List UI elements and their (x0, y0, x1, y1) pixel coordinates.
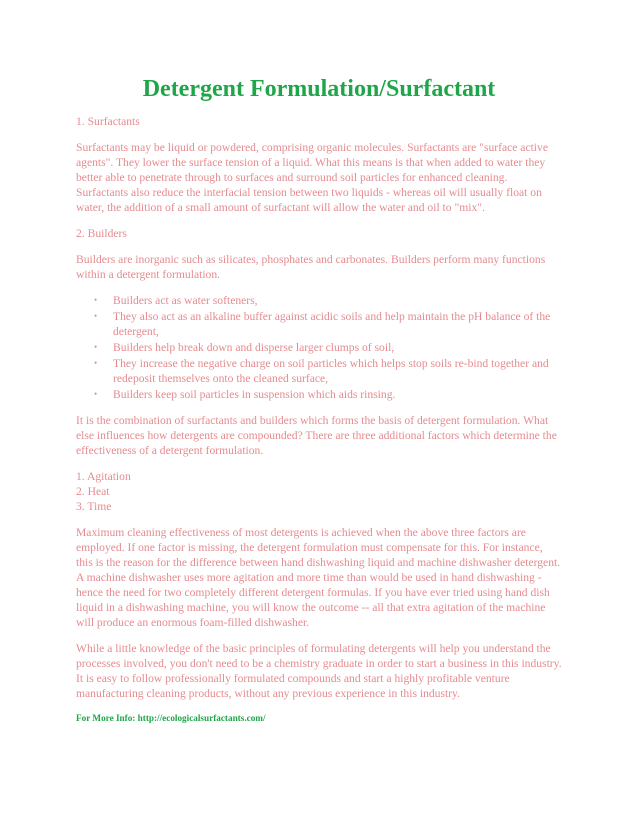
bullet-icon: • (94, 311, 98, 321)
section-heading-builders: 2. Builders (76, 227, 127, 240)
list-item-text: Builders help break down and disperse larger clumps of soil, (113, 341, 395, 354)
bullet-icon: • (94, 295, 98, 305)
factor-item: 3. Time (76, 500, 112, 513)
closing-paragraph: While a little knowledge of the basic principles of formulating detergents will help you understand the processes involved, you don't need to be a chemistry graduate in order to start a business in this industry. It is easy to follow professionally formulated compounds and start a highly profitable venture manufacturing cleaning products, without any previous experience in this industry. (76, 642, 562, 700)
factor-item: 1. Agitation (76, 470, 131, 483)
document-page (76, 74, 562, 725)
list-item-text: Builders act as water softeners, (113, 294, 258, 307)
list-item (94, 387, 562, 402)
list-item (94, 340, 562, 355)
list-item-text: Builders keep soil particles in suspension which aids rinsing. (113, 388, 396, 401)
list-item (94, 356, 562, 386)
list-item (94, 293, 562, 308)
list-item (94, 309, 562, 339)
bullet-icon: • (94, 358, 98, 368)
section-heading-surfactants: 1. Surfactants (76, 115, 140, 128)
bullet-icon: • (94, 389, 98, 399)
builders-bullet-list (76, 293, 562, 402)
document-title: Detergent Formulation/Surfactant (142, 76, 496, 102)
list-item-text: They increase the negative charge on soil particles which helps stop soils re-bind together and redeposit themselves onto the cleaned surface, (113, 357, 549, 385)
surfactants-paragraph: Surfactants may be liquid or powdered, comprising organic molecules. Surfactants are "surface active agents". They lower the surface tension of a liquid. What this means is that when added to water they better able to penetrate through to surfaces and surround soil particles for enhanced cleaning. Surfactants also reduce the interfacial tension between two liquids - whereas oil will usually float on water, the addition of a small amount of surfactant will allow the water and oil to "mix". (76, 141, 548, 214)
factors-list (76, 469, 562, 514)
effectiveness-paragraph: Maximum cleaning effectiveness of most detergents is achieved when the above three factors are employed. If one factor is missing, the detergent formulation must compensate for this. For instance, this is the reason for the difference between hand dishwashing liquid and machine dishwasher detergent. A machine dishwasher uses more agitation and more time than would be used in hand dishwashing - hence the need for two completely different detergent formulas. If you have ever tried using hand dish liquid in a dishwashing machine, you will know the outcome -- all that extra agitation of the machine will produce an enormous foam-filled dishwasher. (76, 526, 561, 629)
more-info-link[interactable]: For More Info: http://ecologicalsurfactants.com/ (76, 713, 266, 723)
builders-paragraph: Builders are inorganic such as silicates, phosphates and carbonates. Builders perform many functions within a detergent formulation. (76, 253, 546, 281)
bullet-icon: • (94, 342, 98, 352)
list-item-text: They also act as an alkaline buffer against acidic soils and help maintain the pH balance of the detergent, (113, 310, 551, 338)
factor-item: 2. Heat (76, 485, 110, 498)
combination-paragraph: It is the combination of surfactants and builders which forms the basis of detergent formulation. What else influences how detergents are compounded? There are three additional factors which determine the effectiveness of a detergent formulation. (76, 414, 557, 457)
